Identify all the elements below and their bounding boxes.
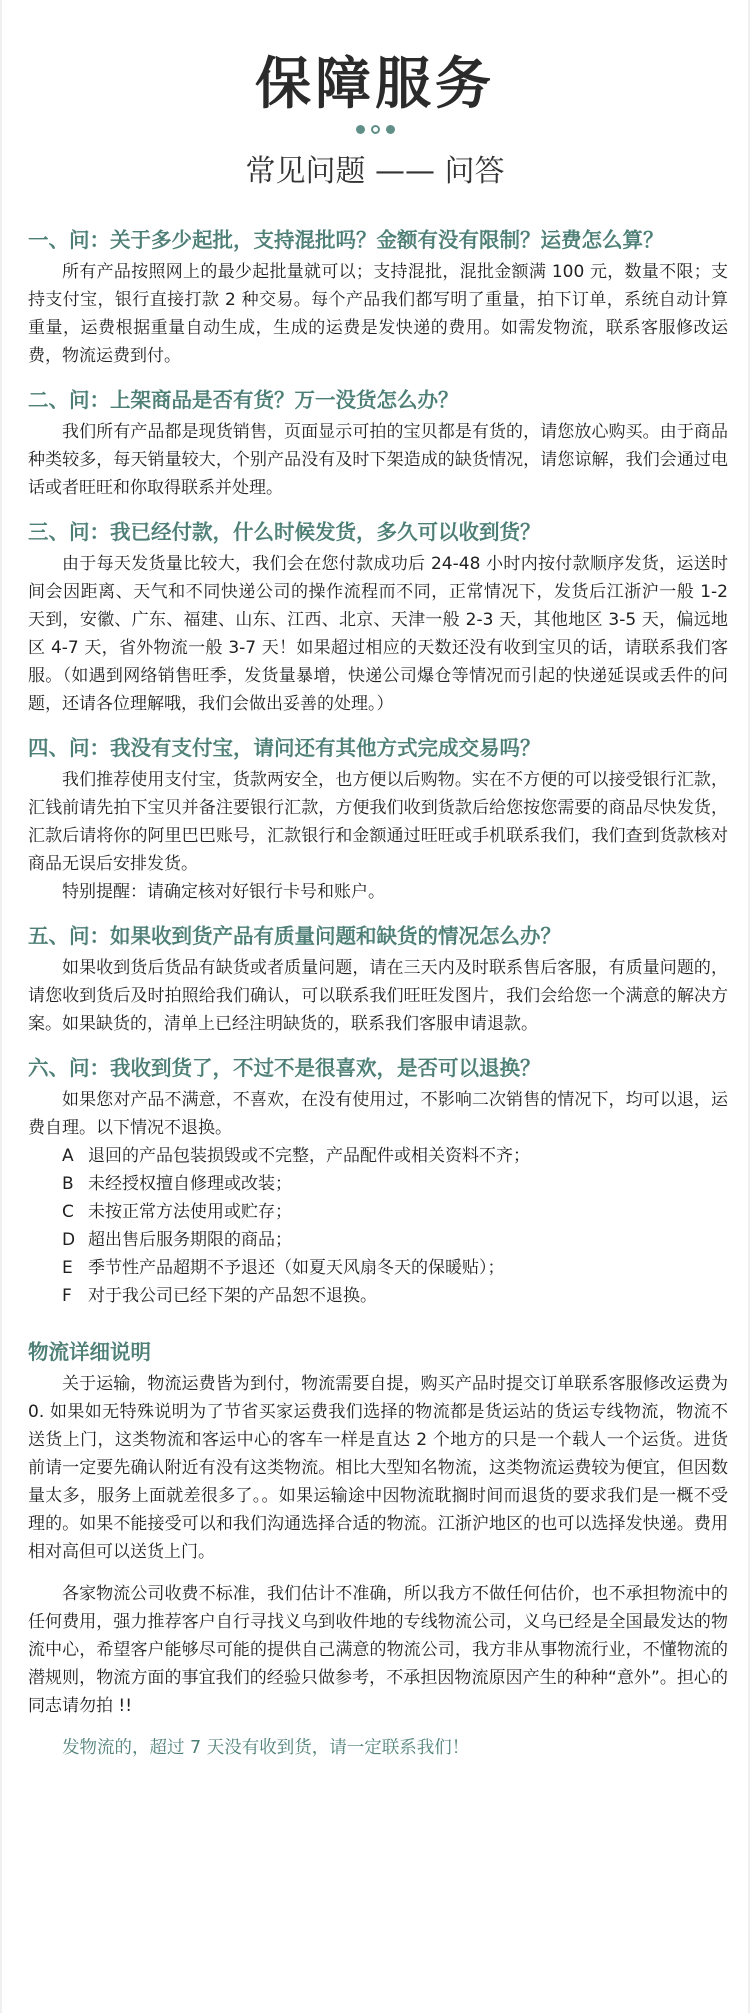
list-text: 未按正常方法使用或贮存； <box>88 1202 292 1222</box>
list-letter: E <box>62 1258 73 1278</box>
list-letter: F <box>62 1286 72 1306</box>
decorative-dots <box>2 125 748 134</box>
list-item <box>28 1198 728 1226</box>
logistics-paragraph-2: 各家物流公司收费不标准，我们估计不准确，所以我方不做任何估价，也不承担物流中的任何费用，强力推荐客户自行寻找义乌到收件地的专线物流公司，义乌已经是全国最发达的物流中心，希望客户能够尽可能的提供自己满意的物流公司，我方非从事物流行业，不懂物流的潜规则，物流方面的事宜我们的经验只做参考，不承担因物流原因产生的种种“意外”。担心的同志请勿拍 !! <box>28 1584 728 1716</box>
faq-section-4 <box>28 732 728 906</box>
list-letter: C <box>62 1202 74 1222</box>
dot-ring-icon <box>371 125 380 134</box>
faq-question: 一、问：关于多少起批，支持混批吗？金额有没有限制？运费怎么算？ <box>28 228 664 252</box>
faq-answer: 我们所有产品都是现货销售，页面显示可拍的宝贝都是有货的，请您放心购买。由于商品种类较多，每天销量较大，个别产品没有及时下架造成的缺货情况，请您谅解，我们会通过电话或者旺旺和你取得联系并处理。 <box>28 422 728 498</box>
dot-icon <box>356 125 365 134</box>
faq-answer: 我们推荐使用支付宝，货款两安全，也方便以后购物。实在不方便的可以接受银行汇款，汇钱前请先拍下宝贝并备注要银行汇款，方便我们收到货款后给您按您需要的商品尽快发货，汇款后请将你的阿里巴巴账号，汇款银行和金额通过旺旺或手机联系我们，我们查到货款核对商品无误后安排发货。 <box>28 770 728 874</box>
list-item <box>28 1226 728 1254</box>
faq-section-5 <box>28 920 728 1038</box>
logistics-heading: 物流详细说明 <box>28 1340 151 1364</box>
list-letter: A <box>62 1146 74 1166</box>
no-return-list <box>28 1142 728 1310</box>
faq-content <box>28 224 728 1762</box>
faq-answer: 如果您对产品不满意，不喜欢，在没有使用过，不影响二次销售的情况下，均可以退，运费自理。以下情况不退换。 <box>28 1090 728 1138</box>
list-letter: D <box>62 1230 76 1250</box>
faq-section-3 <box>28 516 728 718</box>
list-text: 季节性产品超期不予退还（如夏天风扇冬天的保暖贴）； <box>88 1258 505 1278</box>
list-letter: B <box>62 1174 74 1194</box>
faq-section-1 <box>28 224 728 370</box>
page-subtitle: 常见问题 —— 问答 <box>245 154 505 189</box>
logistics-section <box>28 1336 728 1762</box>
faq-question: 三、问：我已经付款，什么时候发货，多久可以收到货？ <box>28 520 541 544</box>
list-item <box>28 1142 728 1170</box>
special-reminder: 特别提醒：请确定核对好银行卡号和账户。 <box>62 882 385 902</box>
list-item <box>28 1170 728 1198</box>
faq-question: 六、问：我收到货了，不过不是很喜欢，是否可以退换？ <box>28 1056 541 1080</box>
list-item <box>28 1282 728 1310</box>
dot-icon <box>386 125 395 134</box>
page-title: 保障服务 <box>255 52 495 117</box>
faq-question: 五、问：如果收到货产品有质量问题和缺货的情况怎么办？ <box>28 924 561 948</box>
list-item <box>28 1254 728 1282</box>
faq-answer: 由于每天发货量比较大，我们会在您付款成功后 24-48 小时内按付款顺序发货，运送时间会因距离、天气和不同快递公司的操作流程而不同，正常情况下，发货后江浙沪一般 1-2 天到，安徽、广东、福建、山东、江西、北京、天津一般 2-3 天，其他地区 3-5 天，偏远地区 4-7 天，省外物流一般 3-7 天！如果超过相应的天数还没有收到宝贝的话，请联系我们客服。（如遇到网络销售旺季，发货量暴增，快递公司爆仓等情况而引起的快递延误或丢件的问题，还请各位理解哦，我们会做出妥善的处理。） <box>28 554 728 714</box>
list-text: 退回的产品包装损毁或不完整，产品配件或相关资料不齐； <box>88 1146 530 1166</box>
list-text: 未经授权擅自修理或改装； <box>88 1174 292 1194</box>
faq-answer: 如果收到货后货品有缺货或者质量问题，请在三天内及时联系售后客服，有质量问题的，请您收到货后及时拍照给我们确认，可以联系我们旺旺发图片，我们会给您一个满意的解决方案。如果缺货的，清单上已经注明缺货的，联系我们客服申请退款。 <box>28 958 728 1034</box>
faq-question: 二、问：上架商品是否有货？万一没货怎么办？ <box>28 388 459 412</box>
list-text: 超出售后服务期限的商品； <box>88 1230 292 1250</box>
logistics-final-note: 发物流的，超过 7 天没有收到货，请一定联系我们！ <box>62 1738 470 1758</box>
faq-section-2 <box>28 384 728 502</box>
logistics-paragraph-1: 关于运输，物流运费皆为到付，物流需要自提，购买产品时提交订单联系客服修改运费为 0. 如果如无特殊说明为了节省买家运费我们选择的物流都是货运站的货运专线物流，物流不送货上门，这类物流和客运中心的客车一样是直达 2 个地方的只是一个载人一个运货。进货前请一定要先确认附近有没有这类物流。相比大型知名物流，这类物流运费较为便宜，但因数量太多，服务上面就差很多了。。如果运输途中因物流耽搁时间而退货的要求我们是一概不受理的。如果不能接受可以和我们沟通选择合适的物流。江浙沪地区的也可以选择发快递。费用相对高但可以送货上门。 <box>28 1374 728 1562</box>
faq-question: 四、问：我没有支付宝，请问还有其他方式完成交易吗？ <box>28 736 541 760</box>
faq-section-6 <box>28 1052 728 1310</box>
list-text: 对于我公司已经下架的产品恕不退换。 <box>88 1286 377 1306</box>
faq-answer: 所有产品按照网上的最少起批量就可以；支持混批，混批金额满 100 元，数量不限；支持支付宝，银行直接打款 2 种交易。每个产品我们都写明了重量，拍下订单，系统自动计算重量，运费根据重量自动生成，生成的运费是发快递的费用。如需发物流，联系客服修改运费，物流运费到付。 <box>28 262 728 366</box>
